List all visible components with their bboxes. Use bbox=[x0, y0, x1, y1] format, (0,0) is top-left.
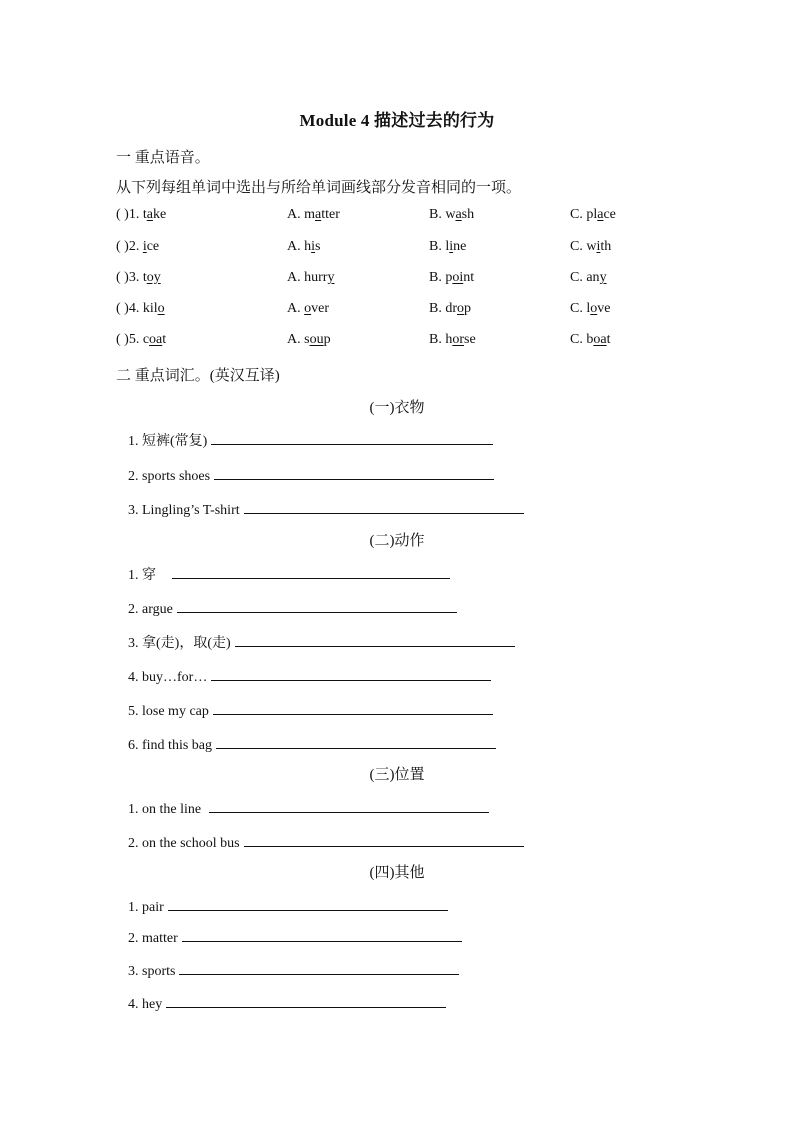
vocab-item: 1. on the line bbox=[128, 798, 489, 818]
section2-heading: 二 重点词汇。(英汉互译) bbox=[116, 368, 280, 384]
question-word: ( )5. coat bbox=[116, 332, 167, 347]
question-word: ( )3. toy bbox=[116, 270, 161, 285]
section1-heading: 一 重点语音。 bbox=[116, 150, 210, 166]
answer-blank[interactable] bbox=[216, 734, 496, 749]
option-c: C. love bbox=[570, 301, 611, 316]
phonetics-row-3 bbox=[116, 270, 676, 290]
option-a: A. his bbox=[287, 239, 321, 254]
answer-blank[interactable] bbox=[182, 927, 462, 942]
option-a: A. soup bbox=[287, 332, 331, 347]
vocab-item: 2. matter bbox=[128, 927, 462, 947]
phonetics-row-1 bbox=[116, 207, 676, 227]
vocab-item: 2. on the school bus bbox=[128, 832, 524, 852]
group-label-clothing: (一)衣物 bbox=[369, 400, 425, 416]
option-a: A. over bbox=[287, 301, 330, 316]
vocab-item: 1. pair bbox=[128, 896, 448, 916]
option-a: A. matter bbox=[287, 207, 340, 222]
answer-blank[interactable] bbox=[214, 465, 494, 480]
answer-blank[interactable] bbox=[244, 832, 524, 847]
option-b: B. horse bbox=[429, 332, 476, 347]
answer-blank[interactable] bbox=[213, 700, 493, 715]
option-b: B. point bbox=[429, 270, 475, 285]
vocab-item: 6. find this bag bbox=[128, 734, 496, 754]
answer-blank[interactable] bbox=[211, 666, 491, 681]
option-b: B. drop bbox=[429, 301, 471, 316]
vocab-item: 2. sports shoes bbox=[128, 465, 494, 485]
vocab-item: 1. 穿 bbox=[128, 564, 450, 584]
answer-blank[interactable] bbox=[172, 564, 450, 579]
option-b: B. line bbox=[429, 239, 467, 254]
vocab-item: 3. sports bbox=[128, 960, 459, 980]
phonetics-row-4 bbox=[116, 301, 676, 321]
answer-blank[interactable] bbox=[211, 430, 493, 445]
group-label-position: (三)位置 bbox=[369, 767, 425, 783]
vocab-item: 5. lose my cap bbox=[128, 700, 493, 720]
answer-blank[interactable] bbox=[235, 632, 515, 647]
vocab-item: 3. 拿(走)，取(走) bbox=[128, 632, 515, 652]
option-c: C. boat bbox=[570, 332, 611, 347]
option-c: C. any bbox=[570, 270, 607, 285]
vocab-item: 1. 短裤(常复) bbox=[128, 430, 493, 450]
vocab-item: 2. argue bbox=[128, 598, 457, 618]
group-label-other: (四)其他 bbox=[369, 865, 425, 881]
option-c: C. place bbox=[570, 207, 616, 222]
section1-instruction: 从下列每组单词中选出与所给单词画线部分发音相同的一项。 bbox=[116, 180, 522, 196]
answer-blank[interactable] bbox=[166, 993, 446, 1008]
vocab-item: 3. Lingling’s T-shirt bbox=[128, 499, 524, 519]
group-label-actions: (二)动作 bbox=[369, 533, 425, 549]
answer-blank[interactable] bbox=[209, 798, 489, 813]
option-c: C. with bbox=[570, 239, 612, 254]
phonetics-row-2 bbox=[116, 239, 676, 259]
option-b: B. wash bbox=[429, 207, 475, 222]
page-title: Module 4 描述过去的行为 bbox=[299, 111, 495, 130]
vocab-item: 4. hey bbox=[128, 993, 446, 1013]
question-word: ( )2. ice bbox=[116, 239, 160, 254]
answer-blank[interactable] bbox=[168, 896, 448, 911]
option-a: A. hurry bbox=[287, 270, 335, 285]
answer-blank[interactable] bbox=[179, 960, 459, 975]
answer-blank[interactable] bbox=[244, 499, 524, 514]
answer-blank[interactable] bbox=[177, 598, 457, 613]
question-word: ( )1. take bbox=[116, 207, 167, 222]
question-word: ( )4. kilo bbox=[116, 301, 165, 316]
vocab-item: 4. buy…for… bbox=[128, 666, 491, 686]
phonetics-row-5 bbox=[116, 332, 676, 352]
